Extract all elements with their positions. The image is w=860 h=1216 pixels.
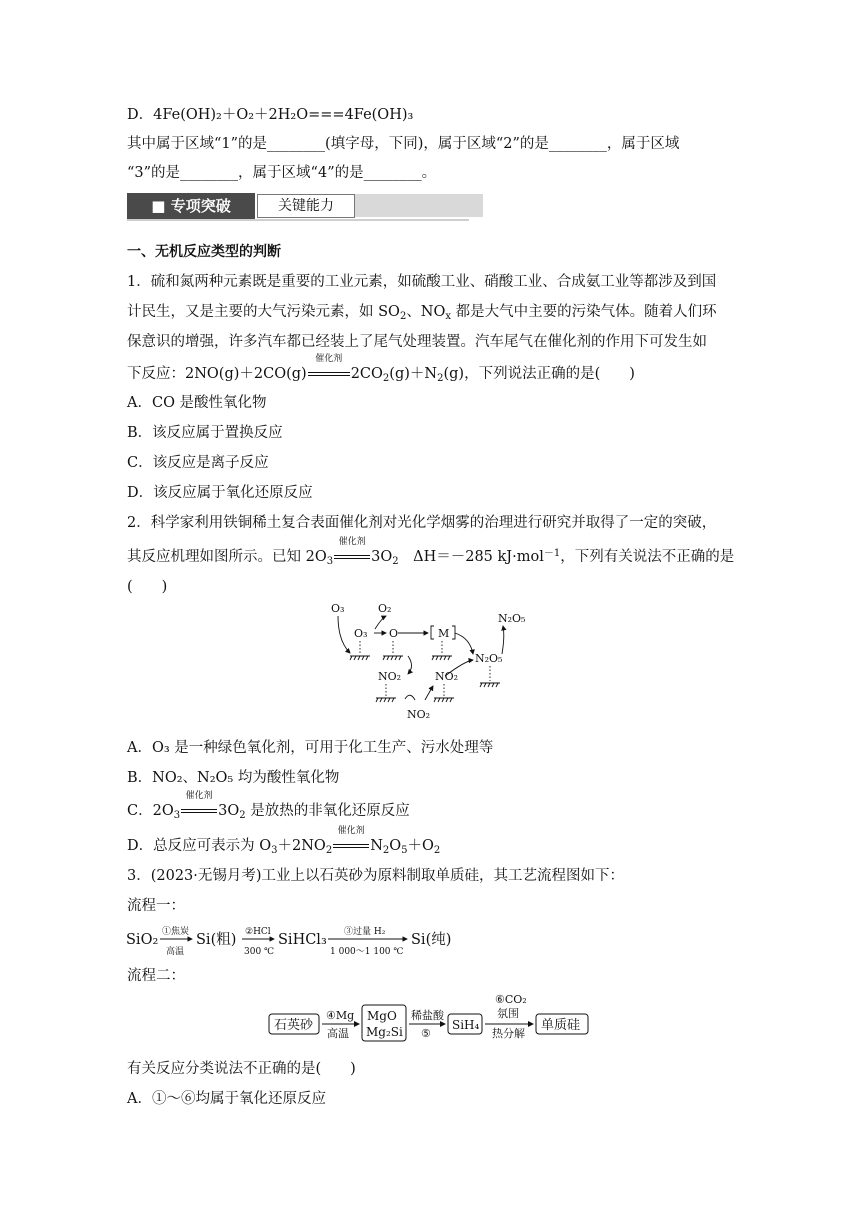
subscript: 2 xyxy=(382,373,390,384)
q1-text: (g)，下列说法正确的是( ) xyxy=(443,366,635,382)
flow1-sio2: SiO₂ xyxy=(126,932,159,948)
diagram-o3-top: O₃ xyxy=(331,602,345,615)
q2-line1: 2．科学家利用铁铜稀土复合表面催化剂对光化学烟雾的治理进行研究并取得了一定的突破， xyxy=(127,515,717,531)
subscript: 5 xyxy=(401,845,408,856)
flow2-step5-bot: ⑤ xyxy=(421,1027,431,1040)
q1-text: 下反应：2NO(g)＋2CO(g) xyxy=(127,366,307,382)
q2-text: D．总反应可表示为 O xyxy=(127,838,272,854)
subscript: 2 xyxy=(433,845,441,856)
flow2-step5-top: 稀盐酸 xyxy=(411,1009,444,1022)
q1-option-b: B．该反应属于置换反应 xyxy=(127,425,283,441)
subscript: 2 xyxy=(239,810,246,821)
flow2-silicon: 单质硅 xyxy=(541,1018,581,1033)
diagram-n2o5-mid: N₂O₅ xyxy=(475,652,503,665)
q2-text: N xyxy=(370,838,383,854)
subscript: 2 xyxy=(437,373,444,384)
flow2-mgo: MgO xyxy=(367,1009,397,1023)
q3-option-a: A．①～⑥均属于氧化还原反应 xyxy=(127,1091,326,1107)
q2-option-a: A．O₃ 是一种绿色氧化剂，可用于化工生产、污水处理等 xyxy=(127,740,494,756)
flow2-step6-top1: ⑥CO₂ xyxy=(495,993,527,1006)
equals-bar xyxy=(181,809,217,813)
flow1-sihcl3: SiHCl₃ xyxy=(278,932,327,948)
diagram-no2-left: NO₂ xyxy=(378,670,402,683)
q2-text: O xyxy=(389,838,402,854)
q1-text: (g)＋N xyxy=(389,366,438,382)
diagram-o3-mid: O₃ xyxy=(354,627,368,640)
q1-option-a: A．CO 是酸性氧化物 xyxy=(127,395,267,411)
q2-option-b: B．NO₂、N₂O₅ 均为酸性氧化物 xyxy=(127,770,340,786)
diagram-m: M xyxy=(438,627,450,640)
flow2-mg2si: Mg₂Si xyxy=(366,1025,403,1039)
section-banner xyxy=(127,193,469,221)
q1-option-d: D．该反应属于氧化还原反应 xyxy=(127,485,313,501)
flow2-sih4: SiH₄ xyxy=(452,1018,480,1032)
section-title: 一、无机反应类型的判断 xyxy=(127,244,281,260)
option-d-line: D．4Fe(OH)₂＋O₂＋2H₂O===4Fe(OH)₃ xyxy=(127,107,414,123)
flow-one-diagram xyxy=(124,922,474,958)
subscript: 2 xyxy=(325,845,333,856)
catalyst-label: 催化剂 xyxy=(338,537,366,547)
q1-text: 2CO xyxy=(350,366,383,382)
subscript: 3 xyxy=(173,810,181,821)
catalyst-label: 催化剂 xyxy=(315,354,343,364)
q2-text: 是放热的非氧化还原反应 xyxy=(245,803,410,819)
q1-option-c: C．该反应是离子反应 xyxy=(127,455,269,471)
region-question-line1: 其中属于区域“1”的是________(填字母，下同)，属于区域“2”的是________，属于区域 xyxy=(127,136,680,152)
q2-text: ＋2NO xyxy=(277,838,326,854)
q1-line2 xyxy=(127,302,717,322)
q1-line3: 保意识的增强，许多汽车都已经装上了尾气处理装置。汽车尾气在催化剂的作用下可发生如 xyxy=(127,334,707,350)
flow2-quartz: 石英砂 xyxy=(274,1018,314,1033)
flow1-step3-top: ③过量 H₂ xyxy=(344,927,386,937)
q1-line1: 1．硫和氮两种元素既是重要的工业元素，如硫酸工业、硝酸工业、合成氨工业等都涉及到国 xyxy=(127,274,717,290)
subscript: 2 xyxy=(392,556,399,567)
flow1-step2-top: ②HCl xyxy=(245,927,271,937)
q2-line3: ( ) xyxy=(127,579,168,595)
q2-line2 xyxy=(127,537,735,567)
banner-left-label: ■ 专项突破 xyxy=(151,197,231,215)
flow2-step6-top2: 氛围 xyxy=(497,1007,519,1020)
q2-text: ，下列有关说法不正确的是 xyxy=(560,549,735,565)
subscript: 2 xyxy=(382,845,390,856)
flow2-label: 流程二： xyxy=(127,968,185,984)
q1-line4 xyxy=(127,354,635,384)
catalyst-arrow xyxy=(308,354,350,384)
flow1-step1-top: ①焦炭 xyxy=(162,927,190,937)
flow1-step1-bot: 高温 xyxy=(166,947,185,957)
catalyst-arrow xyxy=(181,791,217,821)
banner-underline xyxy=(127,219,469,221)
q2-text: 3O xyxy=(371,549,393,565)
catalyst-label: 催化剂 xyxy=(185,791,213,801)
diagram-o2: O₂ xyxy=(378,602,392,615)
equals-bar xyxy=(308,372,350,376)
q1-text: 都是大气中主要的污染气体。随着人们环 xyxy=(451,304,717,320)
q2-text: 其反应机理如图所示。已知 2O xyxy=(127,549,327,565)
catalyst-label: 催化剂 xyxy=(337,826,365,836)
flow1-step2-bot: 300 ℃ xyxy=(244,947,275,957)
catalyst-arrow xyxy=(333,826,369,856)
equals-bar xyxy=(334,555,370,559)
q2-text: ΔH＝－285 kJ·mol xyxy=(398,549,544,565)
mechanism-diagram xyxy=(320,596,540,726)
subscript: 2 xyxy=(399,311,407,322)
flow2-step4-top: ④Mg xyxy=(326,1009,355,1022)
flow1-label: 流程一： xyxy=(127,898,185,914)
q2-option-c xyxy=(127,791,410,821)
q2-option-d xyxy=(127,826,441,856)
diagram-no2-right: NO₂ xyxy=(435,670,459,683)
q2-text: ＋O xyxy=(407,838,434,854)
banner-right-label: 关键能力 xyxy=(257,194,355,218)
diagram-o: O xyxy=(389,627,399,640)
flow2-step4-bot: 高温 xyxy=(327,1027,349,1040)
subscript: x xyxy=(445,311,452,322)
equals-bar xyxy=(333,844,369,848)
flow1-si-pure: Si(纯) xyxy=(411,932,452,948)
diagram-no2-bottom: NO₂ xyxy=(407,708,431,721)
flow-two-diagram xyxy=(266,992,596,1054)
superscript: －1 xyxy=(543,548,561,559)
q3-question: 有关反应分类说法不正确的是( ) xyxy=(127,1061,356,1077)
flow1-si-crude: Si(粗) xyxy=(196,932,237,948)
flow2-step6-bot: 热分解 xyxy=(492,1027,525,1040)
q2-text: 3O xyxy=(218,803,240,819)
catalyst-arrow xyxy=(334,537,370,567)
q1-text: 计民生，又是主要的大气污染元素，如 SO xyxy=(127,304,400,320)
region-question-line2: “3”的是________，属于区域“4”的是________。 xyxy=(127,165,437,181)
subscript: 3 xyxy=(326,556,334,567)
subscript: 3 xyxy=(271,845,278,856)
q2-text: C．2O xyxy=(127,803,174,819)
diagram-n2o5-top: N₂O₅ xyxy=(498,612,526,625)
q1-text: 、NO xyxy=(406,304,446,320)
q3-line1: 3．(2023·无锡月考)工业上以石英砂为原料制取单质硅，其工艺流程图如下： xyxy=(127,868,625,884)
flow1-step3-bot: 1 000～1 100 ℃ xyxy=(330,947,404,957)
